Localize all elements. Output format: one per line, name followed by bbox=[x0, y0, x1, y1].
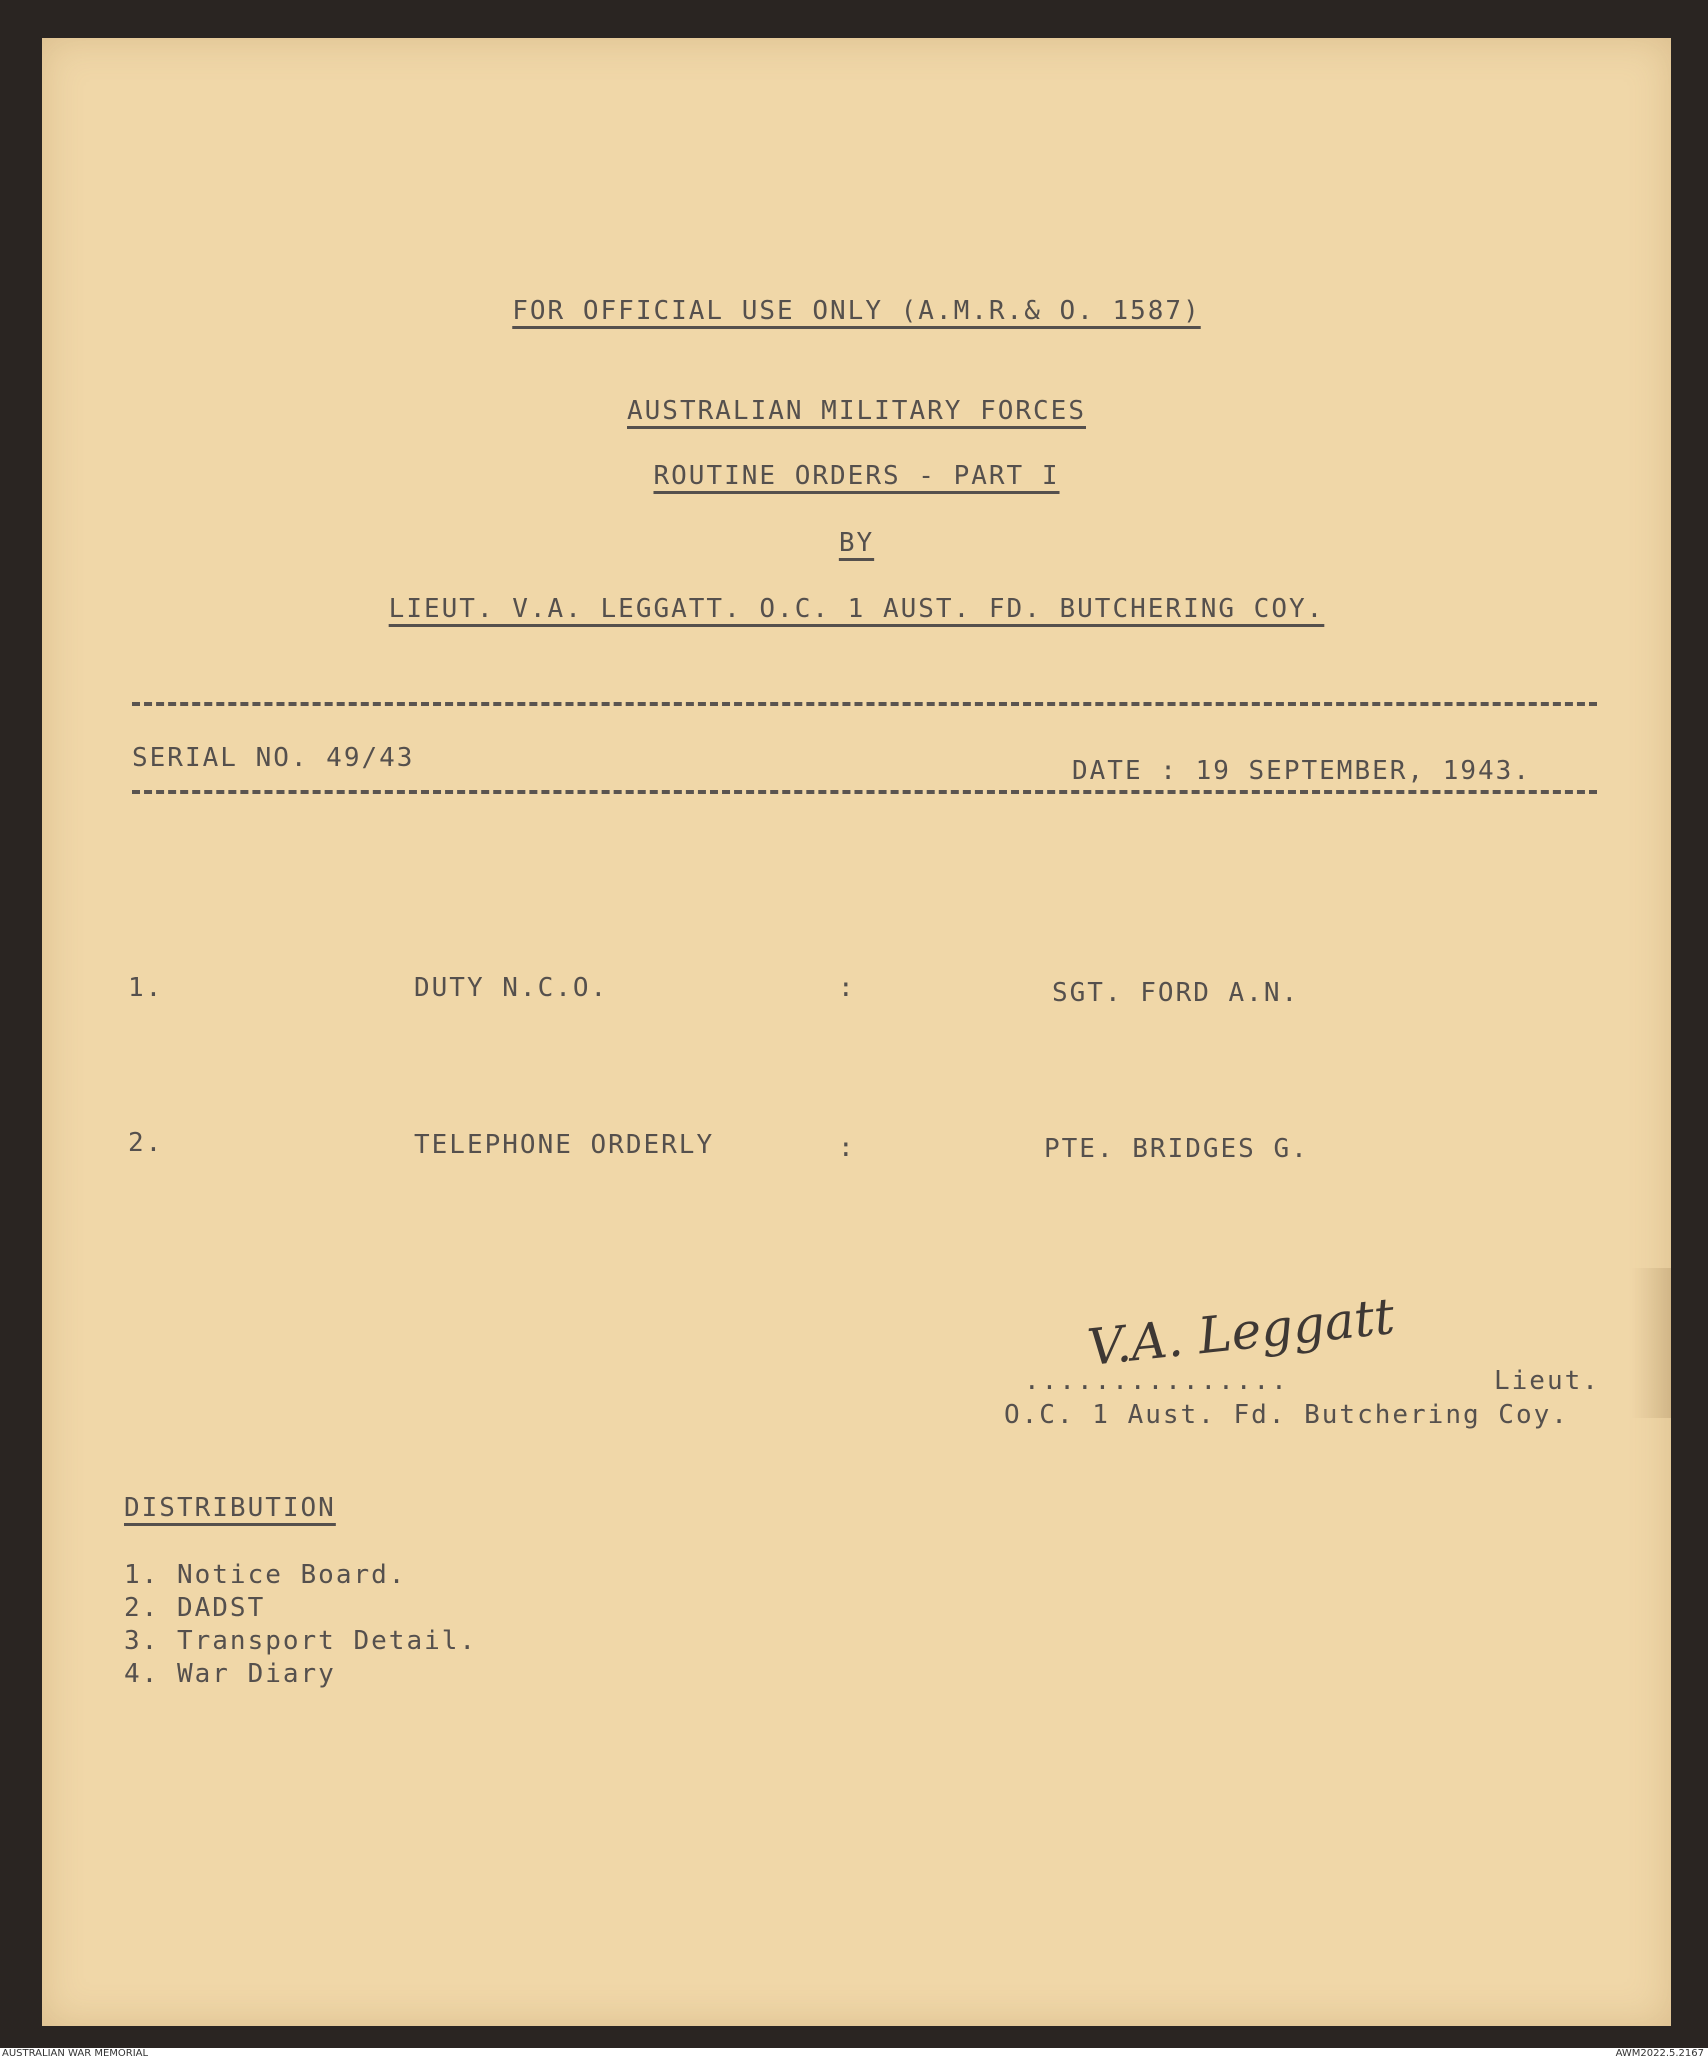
archive-footer bbox=[0, 2048, 1708, 2061]
by-line bbox=[42, 528, 1671, 558]
issuer-line bbox=[42, 594, 1671, 624]
issuer-heading: LIEUT. V.A. LEGGATT. O.C. 1 AUST. FD. BUTCHERING COY. bbox=[388, 594, 1325, 624]
document-page bbox=[42, 38, 1671, 2026]
distribution-heading-wrap bbox=[124, 1493, 336, 1523]
document-date: DATE : 19 SEPTEMBER, 1943. bbox=[1072, 756, 1531, 786]
distribution-item: 2. DADST bbox=[124, 1593, 266, 1623]
classification-line bbox=[42, 296, 1671, 326]
by-label: BY bbox=[838, 528, 875, 558]
footer-institution: AUSTRALIAN WAR MEMORIAL bbox=[2, 2048, 149, 2059]
order-number: 2. bbox=[128, 1128, 164, 1158]
paper-fold-shadow bbox=[1631, 1268, 1671, 1418]
order-assignee: PTE. BRIDGES G. bbox=[1044, 1134, 1309, 1164]
distribution-item: 4. War Diary bbox=[124, 1659, 336, 1689]
distribution-heading: DISTRIBUTION bbox=[124, 1493, 336, 1523]
order-duty: TELEPHONE ORDERLY bbox=[414, 1130, 715, 1160]
footer-accession-number: AWM2022.5.2167 bbox=[1615, 2048, 1704, 2059]
organisation-heading: AUSTRALIAN MILITARY FORCES bbox=[627, 396, 1086, 426]
organisation-line bbox=[42, 396, 1671, 426]
distribution-item: 3. Transport Detail. bbox=[124, 1626, 478, 1656]
signature-dots: ............... bbox=[1024, 1366, 1289, 1396]
bottom-rule bbox=[132, 790, 1597, 794]
title-line bbox=[42, 461, 1671, 491]
order-separator: : bbox=[838, 973, 856, 1003]
signature-rank: Lieut. bbox=[1494, 1366, 1600, 1396]
order-assignee: SGT. FORD A.N. bbox=[1052, 978, 1300, 1008]
order-separator: : bbox=[838, 1133, 856, 1163]
document-title: ROUTINE ORDERS - PART I bbox=[653, 461, 1060, 491]
classification-heading: FOR OFFICIAL USE ONLY (A.M.R.& O. 1587) bbox=[512, 296, 1201, 326]
order-duty: DUTY N.C.O. bbox=[414, 973, 609, 1003]
top-rule bbox=[132, 702, 1597, 706]
distribution-item: 1. Notice Board. bbox=[124, 1560, 407, 1590]
serial-number: SERIAL NO. 49/43 bbox=[132, 743, 415, 773]
signature-position: O.C. 1 Aust. Fd. Butchering Coy. bbox=[1004, 1400, 1569, 1430]
order-number: 1. bbox=[128, 973, 164, 1003]
handwritten-signature: V.A. Leggatt bbox=[1084, 1287, 1398, 1377]
